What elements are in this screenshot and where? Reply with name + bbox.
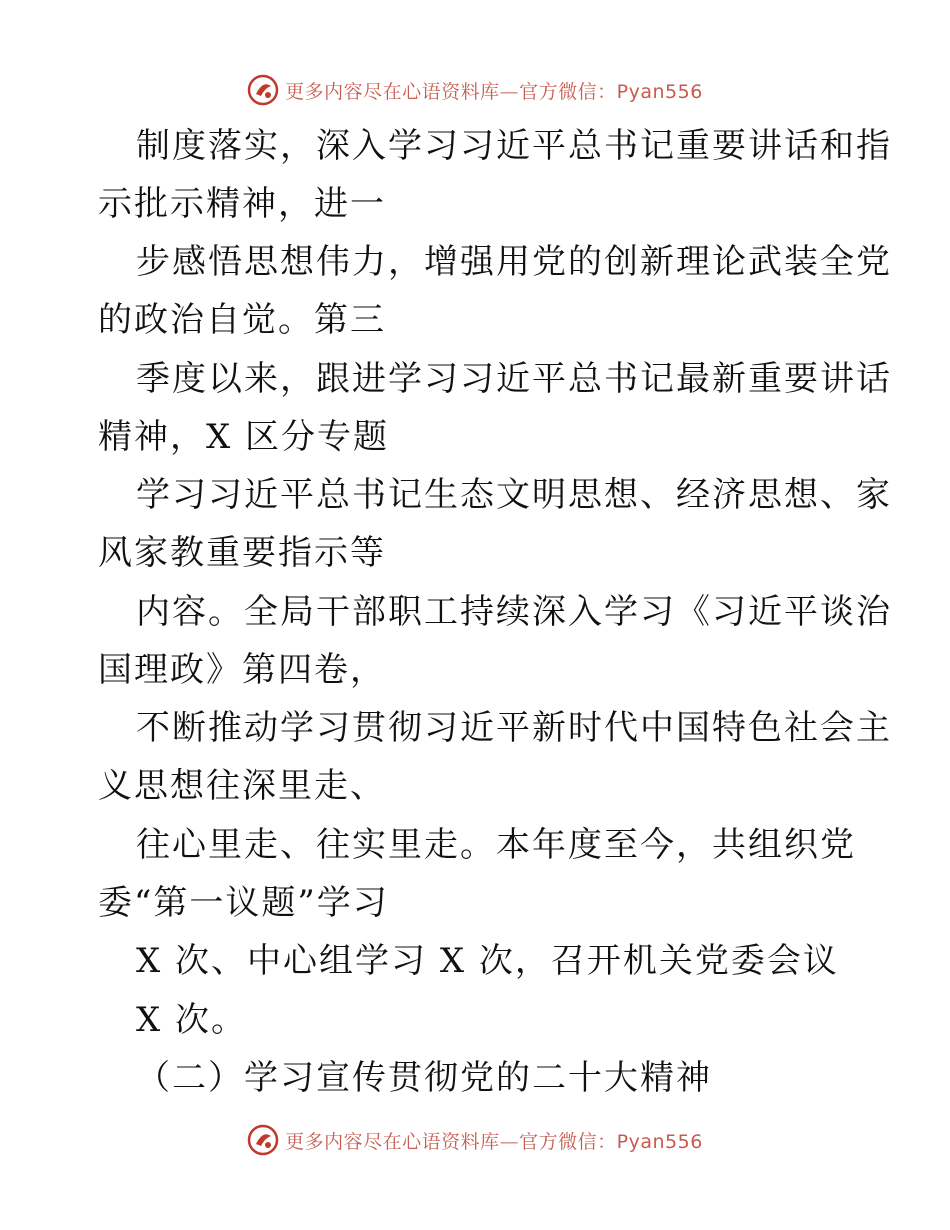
footer-watermark: [0, 1120, 950, 1160]
section-heading: （二）学习宣传贯彻党的二十大精神: [136, 1058, 712, 1098]
body-line: 季度以来，跟进学习习近平总书记最新重要讲话: [136, 359, 892, 399]
header-watermark: [0, 70, 950, 110]
body-line: 制度落实，深入学习习近平总书记重要讲话和指: [136, 126, 892, 166]
body-line: 国理政》第四卷，: [98, 650, 386, 690]
header-banner-wechat: 官方微信：Pyan556: [519, 80, 703, 103]
body-line: 委“第一议题”学习: [98, 883, 389, 923]
body-line: 风家教重要指示等: [98, 533, 386, 573]
body-line: 学习习近平总书记生态文明思想、经济思想、家: [136, 475, 892, 515]
header-banner-dash: —: [499, 80, 520, 103]
brand-logo-icon: [247, 1124, 279, 1156]
body-line: 精神，X 区分专题: [98, 417, 390, 457]
body-line: 往心里走、往实里走。本年度至今，共组织党: [136, 825, 856, 865]
body-line: 义思想往深里走、: [98, 766, 386, 806]
footer-banner-dash: —: [499, 1130, 520, 1153]
brand-logo-icon: [247, 74, 279, 106]
body-line: X 次。: [136, 1000, 248, 1040]
body-line: X 次、中心组学习 X 次，召开机关党委会议: [136, 941, 839, 981]
header-banner-main: 更多内容尽在心语资料库: [285, 80, 500, 103]
body-line: 步感悟思想伟力，增强用党的创新理论武装全党: [136, 242, 892, 282]
body-line: 内容。全局干部职工持续深入学习《习近平谈治: [136, 592, 892, 632]
footer-banner-main: 更多内容尽在心语资料库: [285, 1130, 500, 1153]
body-line: 示批示精神，进一: [98, 184, 386, 224]
body-line: 的政治自觉。第三: [98, 300, 386, 340]
body-line: 不断推动学习贯彻习近平新时代中国特色社会主: [136, 708, 892, 748]
footer-banner-wechat: 官方微信：Pyan556: [519, 1130, 703, 1153]
